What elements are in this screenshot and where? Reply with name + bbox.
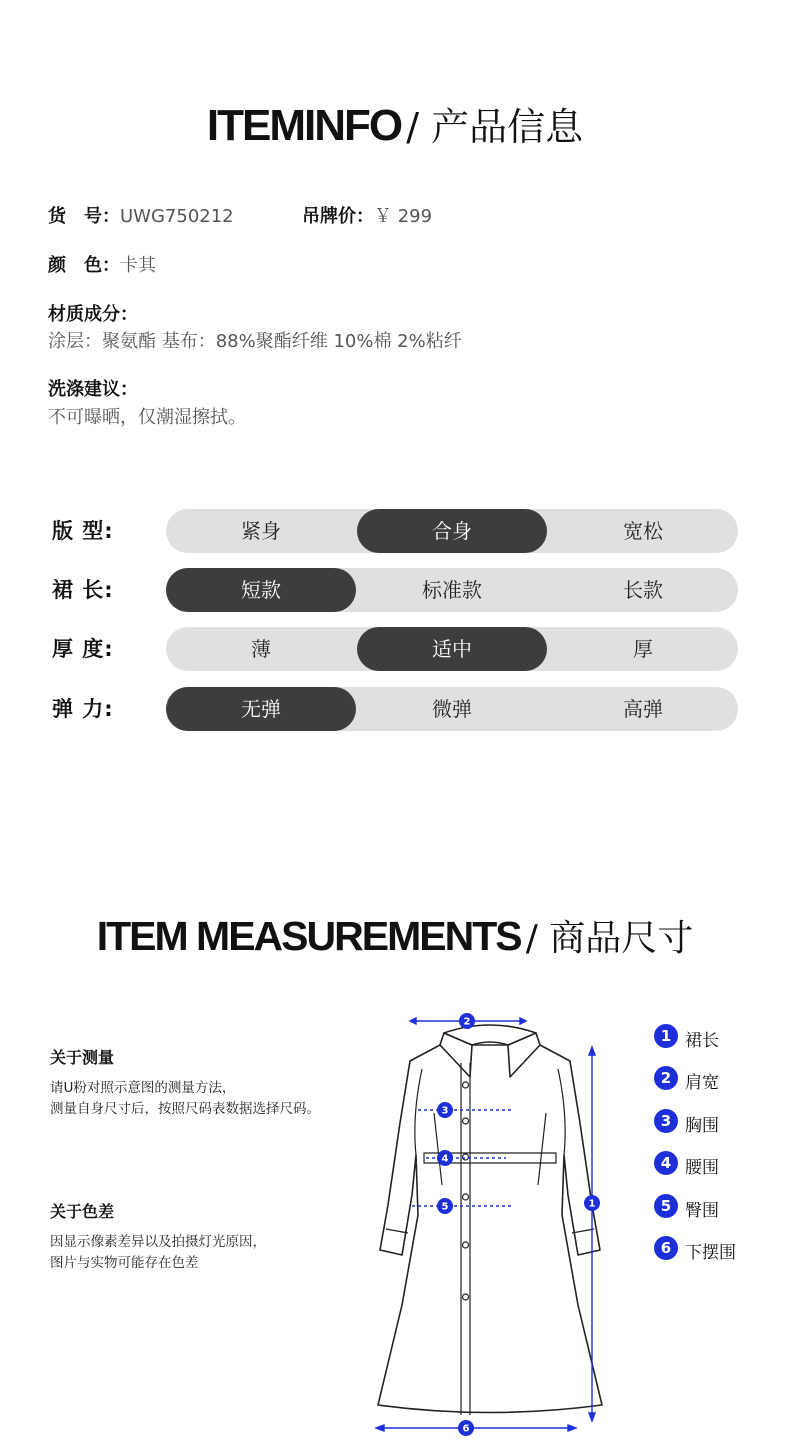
option: 高弹 bbox=[623, 697, 663, 721]
care-label-line bbox=[48, 375, 138, 401]
arrow-head bbox=[376, 1425, 384, 1431]
option: 标准款 bbox=[422, 578, 482, 602]
button bbox=[463, 1082, 469, 1088]
option: 薄 bbox=[251, 637, 271, 661]
measurements-title bbox=[0, 910, 790, 961]
dress-body-outline bbox=[378, 1045, 602, 1413]
about-measure-block bbox=[50, 1045, 320, 1120]
legend-number: 3 bbox=[654, 1109, 678, 1133]
option: 宽松 bbox=[623, 519, 663, 543]
legend-label: 胸围 bbox=[685, 1115, 719, 1136]
price-field bbox=[302, 202, 432, 228]
option-selected: 无弹 bbox=[166, 687, 356, 731]
sku-value: UWG750212 bbox=[120, 206, 234, 227]
option-track bbox=[166, 627, 738, 671]
color-field bbox=[48, 251, 156, 277]
marker-1-label: 1 bbox=[588, 1198, 596, 1210]
price-label: 吊牌价： bbox=[302, 206, 374, 227]
option-track bbox=[166, 509, 738, 553]
arrow-head bbox=[410, 1018, 416, 1024]
material-value: 涂层：聚氨酯 基布：88%聚酯纤维 10%棉 2%粘纤 bbox=[48, 331, 462, 352]
about-color-text bbox=[50, 1232, 266, 1274]
button bbox=[463, 1194, 469, 1200]
arrow-head bbox=[589, 1047, 595, 1055]
option: 微弹 bbox=[432, 697, 472, 721]
material-value-line bbox=[48, 327, 462, 353]
attribute-row-thickness bbox=[48, 627, 738, 671]
dress-diagram bbox=[360, 1005, 620, 1441]
button bbox=[463, 1242, 469, 1248]
marker-3-label: 3 bbox=[441, 1105, 449, 1117]
attribute-label: 弹 力: bbox=[52, 697, 114, 721]
option: 紧身 bbox=[241, 519, 281, 543]
attribute-row-fit bbox=[48, 509, 738, 553]
item-info-title-cn: / 产品信息 bbox=[406, 105, 584, 149]
button bbox=[463, 1294, 469, 1300]
legend-number: 6 bbox=[654, 1236, 678, 1260]
color-label: 颜 色： bbox=[48, 255, 120, 276]
about-measure-title: 关于测量 bbox=[50, 1048, 115, 1067]
material-label-line bbox=[48, 300, 138, 326]
price-value: ￥ 299 bbox=[374, 206, 433, 227]
option: 厚 bbox=[633, 637, 653, 661]
legend-label: 裙长 bbox=[685, 1031, 719, 1051]
measurements-title-cn: / 商品尺寸 bbox=[525, 918, 694, 959]
material-label: 材质成分： bbox=[48, 304, 138, 325]
legend-number: 1 bbox=[654, 1024, 678, 1048]
about-color-block bbox=[50, 1199, 266, 1274]
option: 长款 bbox=[623, 578, 663, 602]
marker-5-label: 5 bbox=[441, 1201, 449, 1213]
arrow-head bbox=[589, 1413, 595, 1421]
legend-label: 臀围 bbox=[685, 1200, 719, 1221]
option-selected: 适中 bbox=[357, 627, 547, 671]
legend-label: 腰围 bbox=[685, 1158, 719, 1179]
about-measure-line: 请U粉对照示意图的测量方法， bbox=[50, 1080, 236, 1096]
about-color-line: 因显示像素差异以及拍摄灯光原因， bbox=[50, 1234, 266, 1250]
legend-number: 4 bbox=[654, 1151, 678, 1175]
legend-label: 肩宽 bbox=[685, 1073, 719, 1094]
marker-4-label: 4 bbox=[441, 1153, 449, 1165]
about-measure-line: 测量自身尺寸后，按照尺码表数据选择尺码。 bbox=[50, 1101, 320, 1117]
arrow-head bbox=[520, 1018, 526, 1024]
attribute-label: 版 型: bbox=[52, 519, 114, 543]
attribute-row-length bbox=[48, 568, 738, 612]
button bbox=[463, 1118, 469, 1124]
sku-label: 货 号： bbox=[48, 206, 120, 227]
care-label: 洗涤建议： bbox=[48, 379, 138, 400]
marker-2-label: 2 bbox=[463, 1016, 471, 1028]
option-selected: 短款 bbox=[166, 568, 356, 612]
about-color-title: 关于色差 bbox=[50, 1202, 115, 1221]
button bbox=[463, 1154, 469, 1160]
care-value-line bbox=[48, 403, 246, 429]
arrow-head bbox=[568, 1425, 576, 1431]
color-value: 卡其 bbox=[120, 255, 156, 276]
attribute-row-elasticity bbox=[48, 687, 738, 731]
attribute-label: 厚 度: bbox=[52, 637, 114, 661]
sku-field bbox=[48, 202, 234, 228]
measurements-title-en: ITEM MEASUREMENTS bbox=[96, 913, 521, 959]
item-info-title bbox=[0, 96, 790, 151]
about-color-line: 图片与实物可能存在色差 bbox=[50, 1255, 199, 1271]
legend-number: 2 bbox=[654, 1066, 678, 1090]
item-info-title-en: ITEMINFO bbox=[206, 101, 402, 150]
option-track bbox=[166, 568, 738, 612]
legend-label: 下摆围 bbox=[685, 1242, 736, 1263]
option-track bbox=[166, 687, 738, 731]
option-selected: 合身 bbox=[357, 509, 547, 553]
care-value: 不可曝晒，仅潮湿擦拭。 bbox=[48, 407, 246, 428]
marker-6-label: 6 bbox=[462, 1423, 470, 1435]
attribute-label: 裙 长: bbox=[52, 578, 114, 602]
about-measure-text bbox=[50, 1078, 320, 1120]
legend-number: 5 bbox=[654, 1194, 678, 1218]
